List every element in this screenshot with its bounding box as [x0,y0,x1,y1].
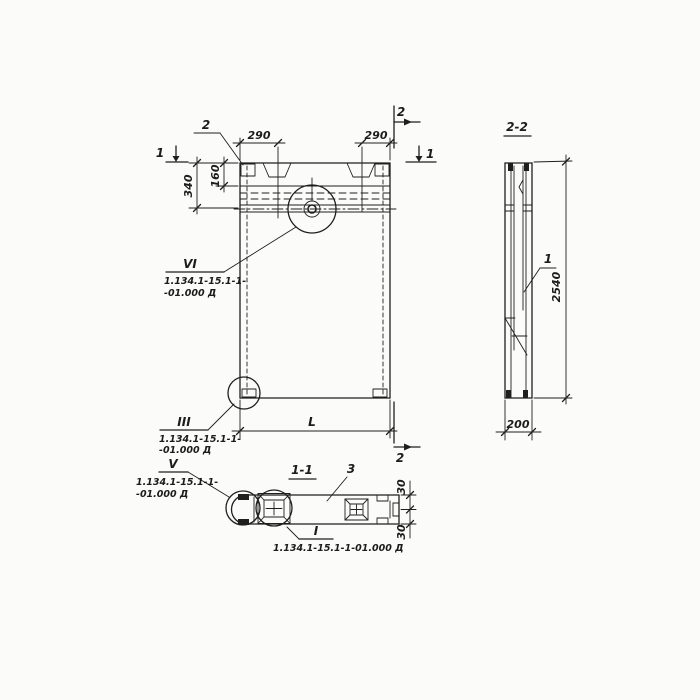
detail-iii-ref2: -01.000 Д [159,445,212,456]
leader-line [224,227,296,272]
detail-v-ref2: -01.000 Д [136,489,189,500]
section-2-2-body [505,163,532,398]
taper-diagonal [505,318,527,355]
detail-i-callout [273,524,404,554]
dim-200 [496,400,541,440]
mitre [363,515,368,520]
top-recess-notches [263,163,375,177]
section-marker-1-right [406,146,436,162]
section-1-1-title [289,463,316,479]
leader-line [327,477,347,501]
detail-vi-callout [164,227,296,299]
section-marker-2-bottom [394,402,420,465]
detail-v-callout [136,457,229,500]
part-callout-1-label: 1 [543,252,553,266]
marker-1-left-label: 1 [155,146,165,160]
right-recess-notch [347,163,375,177]
void-former-detail-a [258,494,290,524]
left-end-flange-top [238,494,249,500]
detail-vi-label: VI [183,257,197,271]
panel-internal-lines [234,166,396,396]
detail-circle-iii [228,377,260,409]
mitre [345,499,350,504]
bottom-anchor-left [506,390,511,398]
marker-1-right-label: 1 [426,147,435,161]
part-callout-3-label: 3 [346,462,356,476]
detail-v-ref1: 1.134.1-15.1-1- [136,477,219,488]
wall-notch [519,180,523,194]
section-marker-2-top [394,105,420,148]
section-1-1-body [226,490,399,526]
left-recess-notch [263,163,291,177]
detail-i-label: I [313,524,319,538]
mitre [363,499,368,504]
dim-340-160 [182,157,238,214]
dim-340-value: 340 [182,174,195,198]
dim-L [232,400,397,438]
dim-2540 [534,155,572,404]
dim-160-value: 160 [209,164,222,188]
section-1-1-title-text: 1-1 [291,463,313,477]
detail-iii-label: III [177,415,191,429]
detail-iii-callout [159,404,241,456]
plate-position-callout [194,118,243,165]
section-2-2-title [504,120,531,136]
dim-200-value: 200 [506,418,530,431]
plate-bottom-right [373,389,387,397]
plate-callout-label: 2 [201,118,211,132]
section-2-2-view [496,120,572,440]
mitre [345,515,350,520]
dim-290-right-value: 290 [364,129,388,142]
marker-2-bottom-label: 2 [395,451,405,465]
detail-i-ref: 1.134.1-15.1-1-01.000 Д [273,543,404,554]
plate-top-right [375,164,389,176]
plate-top-left [241,164,255,176]
top-anchor-left [508,163,513,171]
detail-vi-ref2: -01.000 Д [164,288,217,299]
right-end-plate-top [377,495,388,501]
marker-2-top-label: 2 [396,105,406,119]
leader-line [208,404,234,430]
panel-outline [240,163,390,398]
detail-vi-ref1: 1.134.1-15.1-1- [164,276,247,287]
section-marker-1-left [156,146,188,162]
detail-v-label: V [168,457,178,471]
arrow-down-icon [416,156,423,162]
bar-right-end [377,495,399,524]
void-former-detail-b [345,499,368,520]
right-end-plate-bottom [377,518,388,524]
section-2-2-title-text: 2-2 [506,120,528,134]
arrow-right-icon [404,119,412,126]
arrow-down-icon [173,156,180,162]
dim-30-stack [395,479,416,540]
dim-2540-value: 2540 [550,271,563,303]
bottom-anchor-right [523,390,528,398]
dim-30-top-value: 30 [395,479,408,495]
dim-L-value: L [308,415,316,429]
plate-bottom-left [242,389,256,397]
leader-line [287,527,299,539]
detail-iii-ref1: 1.134.1-15.1-1- [159,434,242,445]
arrow-right-icon [404,444,412,451]
dim-290-left-value: 290 [247,129,271,142]
front-elevation-view [156,105,436,465]
dim-290-right [355,129,397,212]
top-anchor-right [524,163,529,171]
section-1-1-view [136,457,416,554]
dim-30-bottom-value: 30 [395,524,408,540]
